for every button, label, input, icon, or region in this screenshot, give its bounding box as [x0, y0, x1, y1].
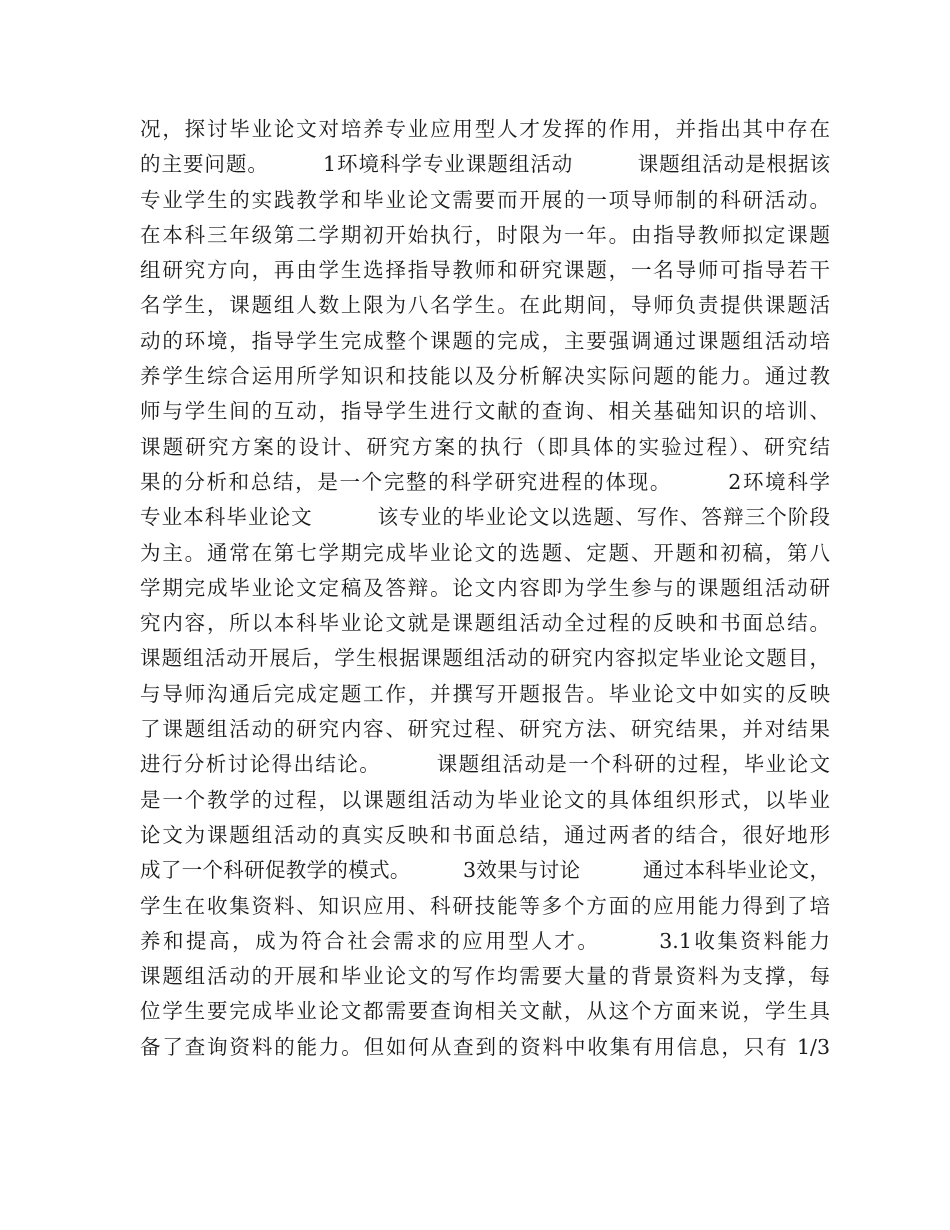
text-line: 动的环境，指导学生完成整个课题的完成，主要强调通过课题组活动培: [140, 328, 830, 353]
text-line: 组研究方向，再由学生选择指导教师和研究课题，一名导师可指导若干: [140, 258, 830, 283]
text-line: 论文为课题组活动的真实反映和书面总结，通过两者的结合，很好地形: [140, 822, 830, 847]
text-line: 况，探讨毕业论文对培养专业应用型人才发挥的作用，并指出其中存在: [140, 117, 830, 141]
text-line: 名学生，课题组人数上限为八名学生。在此期间，导师负责提供课题活: [140, 293, 830, 318]
text-line: 专业本科毕业论文 该专业的毕业论文以选题、写作、答辩三个阶段: [140, 505, 830, 530]
text-line: 学生在收集资料、知识应用、科研技能等多个方面的应用能力得到了培: [140, 893, 830, 918]
text-line: 备了查询资料的能力。但如何从查到的资料中收集有用信息，只有 1/3: [140, 1034, 830, 1059]
text-line: 成了一个科研促教学的模式。 3效果与讨论 通过本科毕业论文，: [140, 858, 830, 883]
text-line: 养学生综合运用所学知识和技能以及分析解决实际问题的能力。通过教: [140, 364, 830, 389]
text-line: 与导师沟通后完成定题工作，并撰写开题报告。毕业论文中如实的反映: [140, 681, 830, 706]
text-line: 的主要问题。 1环境科学专业课题组活动 课题组活动是根据该: [140, 152, 830, 177]
text-line: 果的分析和总结，是一个完整的科学研究进程的体现。 2环境科学: [140, 469, 830, 494]
text-line: 课题组活动开展后，学生根据课题组活动的研究内容拟定毕业论文题目，: [140, 646, 830, 671]
text-line: 在本科三年级第二学期初开始执行，时限为一年。由指导教师拟定课题: [140, 222, 830, 247]
text-line: 是一个教学的过程，以课题组活动为毕业论文的具体组织形式，以毕业: [140, 787, 830, 812]
text-line: 位学生要完成毕业论文都需要查询相关文献，从这个方面来说，学生具: [140, 999, 830, 1024]
text-line: 究内容，所以本科毕业论文就是课题组活动全过程的反映和书面总结。: [140, 611, 830, 636]
body-text: [140, 112, 830, 1065]
text-line: 养和提高，成为符合社会需求的应用型人才。 3.1收集资料能力: [140, 928, 830, 953]
text-line: 进行分析讨论得出结论。 课题组活动是一个科研的过程，毕业论文: [140, 752, 830, 777]
text-line: 师与学生间的互动，指导学生进行文献的查询、相关基础知识的培训、: [140, 399, 830, 424]
text-line: 课题组活动的开展和毕业论文的写作均需要大量的背景资料为支撑，每: [140, 964, 830, 989]
text-line: 学期完成毕业论文定稿及答辩。论文内容即为学生参与的课题组活动研: [140, 575, 830, 600]
text-line: 专业学生的实践教学和毕业论文需要而开展的一项导师制的科研活动。: [140, 187, 830, 212]
text-line: 课题研究方案的设计、研究方案的执行（即具体的实验过程）、研究结: [140, 434, 830, 459]
text-line: 为主。通常在第七学期完成毕业论文的选题、定题、开题和初稿，第八: [140, 540, 830, 565]
text-line: 了课题组活动的研究内容、研究过程、研究方法、研究结果，并对结果: [140, 717, 830, 742]
